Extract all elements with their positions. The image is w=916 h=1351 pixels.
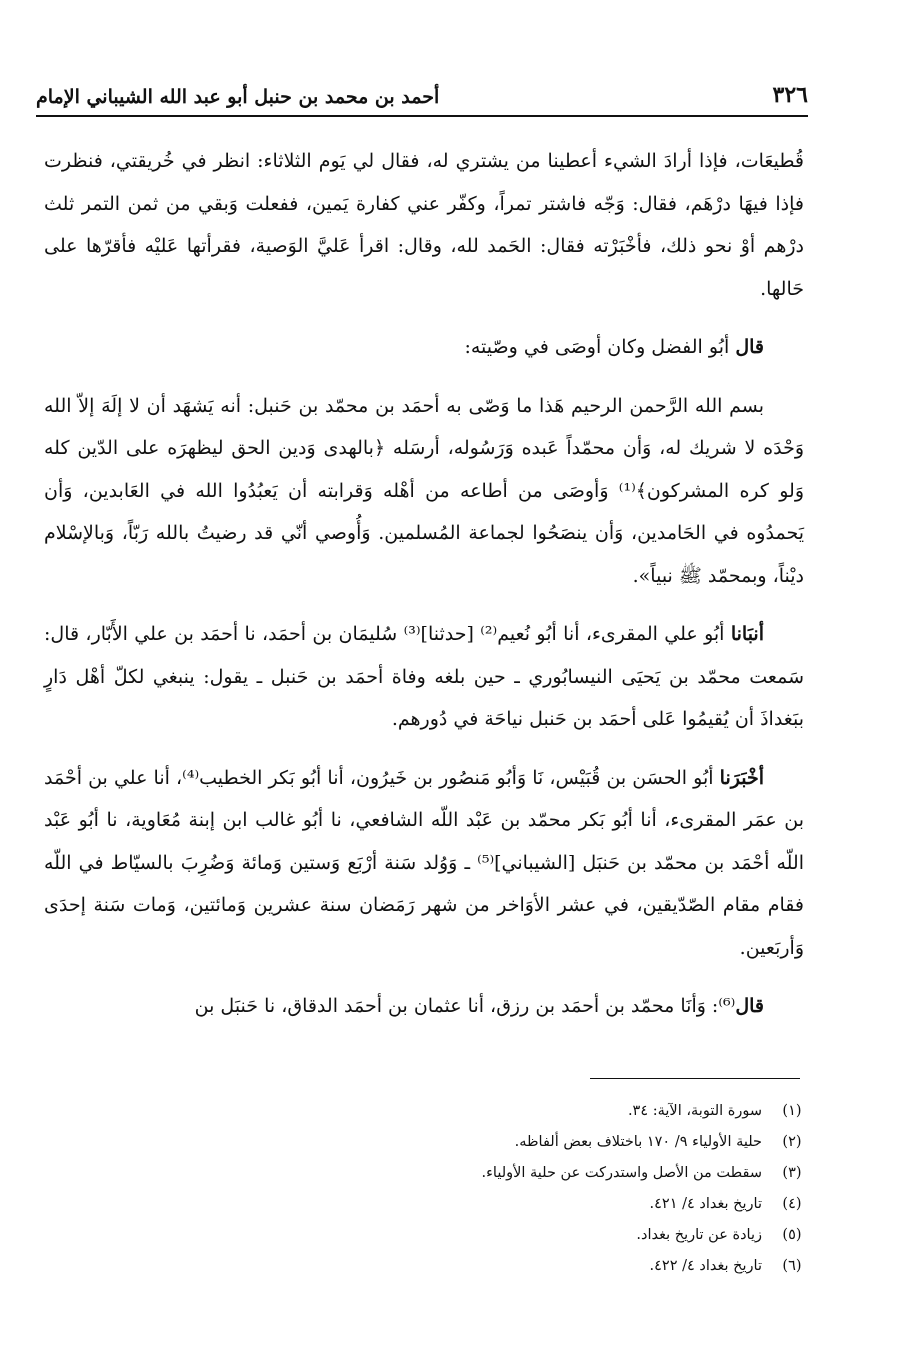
footnote-separator [590, 1078, 800, 1079]
footnote [330, 1220, 808, 1251]
paragraph-text: أبُو علي المقرىء، أنا أبُو نُعيم⁽²⁾ [حدثنا]⁽³⁾ سُليمَان بن أحمَد، نا أحمَد بن علي الأَبّار، قال: سَمعت محمّد بن يَحيَى النيسابُوري ـ حين بلغه وفاة أحمَد بن حَنبل ـ يقول: ينبغي لكلّ أهْل دَارٍ ببَغداذَ أن يُقيمُوا عَلى أحمَد بن حَنبل نياحَة في دُورهم. [44, 623, 804, 730]
running-header [36, 72, 808, 108]
paragraph [44, 985, 804, 1028]
footnote-number: (٦) [782, 1258, 802, 1274]
paragraph-text: ⁽⁶⁾: وَأنَا محمّد بن أحمَد بن رزق، أنا عثمان بن أحمَد الدقاق، نا حَنبَل بن [194, 995, 736, 1017]
footnote-text: سقطت من الأصل واستدركت عن حلية الأولياء. [481, 1165, 762, 1181]
paragraph-lead: قال [735, 336, 764, 358]
footnote [330, 1189, 808, 1220]
footnote-text: سورة التوبة، الآية: ٣٤. [627, 1103, 762, 1119]
page-number: ٣٢٦ [772, 82, 808, 108]
footnote-text: زيادة عن تاريخ بغداد. [636, 1227, 762, 1243]
footnote-text: تاريخ بغداد ٤/ ٤٢١. [649, 1196, 762, 1212]
footnote [330, 1096, 808, 1127]
paragraph-text: بسم الله الرَّحمن الرحيم هَذا ما وَصّى به أحمَد بن محمّد بن حَنبل: أنه يَشهَد أن لا إلَهَ إلاّ الله وَحْدَه لا شريك له، وَأن محمّداً عَبده وَرَسُوله، أرسَله ﴿بالهدى وَدين الحق ليظهرَه على الدّين كله وَلو كره المشركون﴾⁽¹⁾ وَأوصَى من أطاعه من أهْله وَقرابته أن يَعبُدُوا الله في العَابدين، وَأن يَحمدُوه في الحَامدين، وَأن ينصَحُوا لجماعة المُسلمين. وَأُوصي أنّي قد رضيتُ بالله رَبّاً، وَبالإسْلام ديْناً، وبمحمّد ﷺ نبياً». [44, 394, 804, 587]
paragraph [44, 140, 804, 310]
paragraph-text: قُطيعَات، فإذا أرادَ الشيء أعطينا من يشتري له، فقال لي يَوم الثلاثاء: انظر في خُريقتي، فنظرت فإذا فيهَا درْهَم، فقال: وَجّه فاشتر تمراً، وكفّر عني كفارة يَمين، ففعلت وَبقي من ثمن التمر ثلث درْهم أوْ نحو ذلك، فأخْبَرْته فقال: الحَمد لله، وقال: اقرأ عَليَّ الوَصية، فقرأتها عَليْه فأقرّها على حَالها. [44, 150, 804, 300]
main-text [44, 140, 804, 1028]
footnotes [330, 1096, 808, 1282]
paragraph [44, 385, 804, 598]
footnote-number: (١) [782, 1103, 802, 1119]
running-title: أحمد بن محمد بن حنبل أبو عبد الله الشيباني الإمام [36, 86, 440, 108]
footnote-number: (٢) [782, 1134, 802, 1150]
paragraph-text: أبُو الفضل وكان أوصَى في وصّيته: [464, 336, 736, 358]
footnote-number: (٣) [782, 1165, 802, 1181]
footnote [330, 1127, 808, 1158]
footnote [330, 1251, 808, 1282]
footnote [330, 1158, 808, 1189]
paragraph-lead: قال [735, 995, 764, 1017]
paragraph-lead: أخْبَرَنا [719, 766, 764, 789]
footnote-text: تاريخ بغداد ٤/ ٤٢٢. [649, 1258, 762, 1274]
footnote-number: (٥) [782, 1227, 802, 1243]
footnote-number: (٤) [782, 1196, 802, 1212]
paragraph-text: أبُو الحسَن بن قُبَيْس، نَا وَأبُو مَنصُور بن خَيرُون، أنا أبُو بَكر الخطيب⁽⁴⁾، أنا علي بن أحْمَد بن عمَر المقرىء، أنا أبُو بَكر محمّد بن عَبْد اللّه الشافعي، نا أبُو غالب ابن إبنة مُعَاوية، نا أبُو عَبْد اللّه أحْمَد بن محمّد بن حَنبَل [الشيباني]⁽⁵⁾ ـ وَوُلد سَنة أرْبَع وَستين وَمائة وَضُرِبَ بالسيّاط في اللّه فقام مقام الصّدّيقين، في عشر الأوَاخر من شهر رَمَضان سنة عشرين وَمائتين، وَمات سَنة إحدَى وَأربَعين. [44, 766, 804, 959]
header-rule [36, 115, 808, 117]
paragraph-lead: أنبَانا [730, 623, 764, 645]
paragraph [44, 326, 804, 369]
paragraph [44, 757, 804, 970]
paragraph [44, 613, 804, 741]
footnote-text: حلية الأولياء ٩/ ١٧٠ باختلاف بعض ألفاظه. [514, 1134, 762, 1150]
